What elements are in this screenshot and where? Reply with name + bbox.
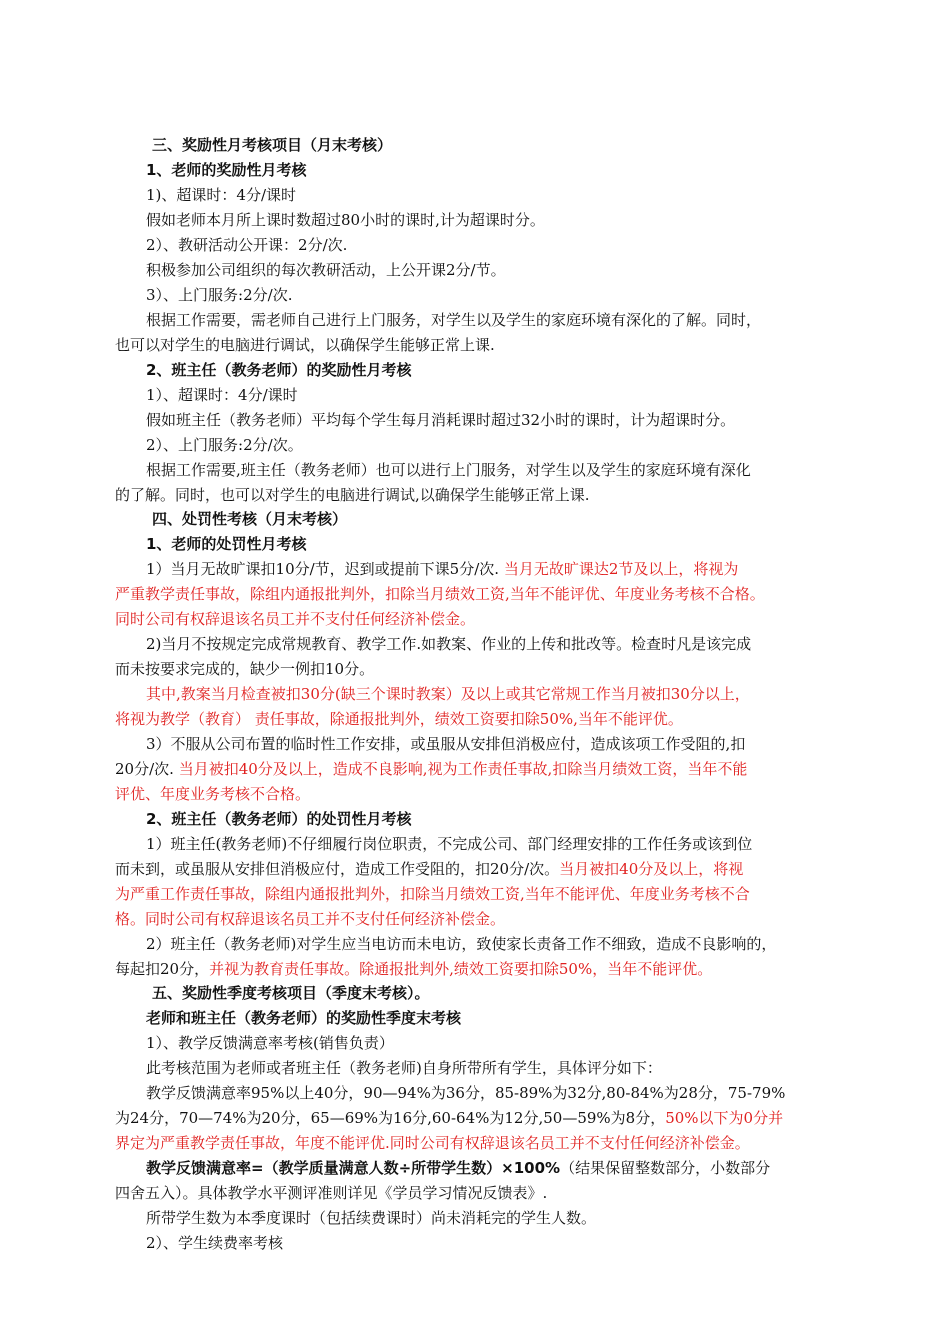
text-line [146, 1207, 596, 1229]
body-text: 假如班主任（教务老师）平均每个学生每月消耗课时超过32小时的课时，计为超课时分。 [146, 411, 736, 429]
body-text: 1）、超课时：4分/课时 [146, 386, 298, 404]
text-line [146, 209, 545, 231]
body-text: 2）、教研活动公开课：2分/次. [146, 236, 348, 254]
body-text: 2）、学生续费率考核 [146, 1234, 284, 1252]
text-line [146, 1082, 785, 1104]
highlight-text: 当月无故旷课达2节及以上，将视为 [503, 560, 739, 578]
text-line [146, 434, 303, 456]
body-text: 教学反馈满意率=（教学质量满意人数÷所带学生数）×100% [146, 1159, 561, 1177]
body-text: 1）当月无故旷课扣10分/节，迟到或提前下课5分/次. [146, 560, 504, 578]
body-text: 所带学生数为本季度课时（包括续费课时）尚未消耗完的学生人数。 [146, 1209, 597, 1227]
text-line [146, 1232, 283, 1254]
text-line [115, 583, 765, 605]
body-text: 三、奖励性月考核项目（月末考核） [152, 136, 393, 154]
text-line [115, 958, 712, 980]
text-line [115, 908, 505, 930]
body-text: 四、处罚性考核（月末考核） [152, 510, 348, 528]
body-text: 此考核范围为老师或者班主任（教务老师)自身所带所有学生，具体评分如下： [146, 1059, 662, 1077]
body-text: 1)、超课时：4分/课时 [146, 186, 296, 204]
highlight-text: 同时公司有权辞退该名员工并不支付任何经济补偿金。 [115, 610, 476, 628]
body-text: 3）不服从公司布置的临时性工作安排，或虽服从安排但消极应付，造成该项工作受阻的,扣 [146, 735, 746, 753]
body-text: 1、老师的奖励性月考核 [146, 161, 307, 179]
body-text: 假如老师本月所上课时数超过80小时的课时,计为超课时分。 [146, 211, 545, 229]
body-text: 五、奖励性季度考核项目（季度末考核）。 [152, 984, 430, 1002]
highlight-text: 当月被扣40分及以上，将视 [559, 860, 744, 878]
section-heading [146, 159, 306, 181]
text-line [115, 758, 747, 780]
text-line [146, 309, 761, 331]
text-line [146, 284, 292, 306]
section-heading [146, 533, 306, 555]
body-text: 老师和班主任（教务老师）的奖励性季度末考核 [146, 1009, 462, 1027]
body-text: 每起扣20分， [115, 960, 210, 978]
body-text: 2）、上门服务:2分/次。 [146, 436, 303, 454]
highlight-text: 将视为教学（教育） 责任事故，除通报批判外，绩效工资要扣除50%,当年不能评优。 [115, 710, 683, 728]
body-text: 而未按要求完成的，缺少一例扣10分。 [115, 660, 375, 678]
highlight-text: 界定为严重教学责任事故，年度不能评优.同时公司有权辞退该名员工并不支付任何经济补偿金。 [115, 1134, 750, 1152]
body-text: 2)当月不按规定完成常规教育、教学工作.如教案、作业的上传和批改等。检查时凡是该完成 [146, 635, 752, 653]
body-text: 1）、教学反馈满意率考核(销售负责） [146, 1034, 394, 1052]
highlight-text: 并视为教育责任事故。除通报批判外,绩效工资要扣除50%，当年不能评优。 [209, 960, 713, 978]
body-text: 也可以对学生的电脑进行调试，以确保学生能够正常上课. [115, 336, 495, 354]
highlight-text: 为严重工作责任事故，除组内通报批判外，扣除当月绩效工资,当年不能评优、年度业务考核不合 [115, 885, 750, 903]
highlight-text: 格。同时公司有权辞退该名员工并不支付任何经济补偿金。 [115, 910, 506, 928]
text-line [146, 1032, 394, 1054]
text-line [115, 783, 310, 805]
section-heading [152, 982, 430, 1004]
text-line [146, 234, 347, 256]
text-line [115, 484, 590, 506]
section-heading [146, 359, 411, 381]
text-line [146, 409, 735, 431]
body-text: 四舍五入）。具体教学水平测评准则详见《学员学习情况反馈表》. [115, 1184, 548, 1202]
body-text: 积极参加公司组织的每次教研活动，上公开课2分/节。 [146, 261, 506, 279]
body-text: 2、班主任（教务老师）的奖励性月考核 [146, 361, 412, 379]
text-line [115, 883, 750, 905]
body-text: 根据工作需要，需老师自己进行上门服务，对学生以及学生的家庭环境有深化的了解。同时， [146, 311, 762, 329]
text-line [146, 558, 738, 580]
highlight-text: 其中,教案当月检查被扣30分(缺三个课时教案）及以上或其它常规工作当月被扣30分以上， [146, 685, 750, 703]
text-line [146, 1157, 770, 1179]
text-line [115, 658, 374, 680]
highlight-text: 评优、年度业务考核不合格。 [115, 785, 311, 803]
body-text: 的了解。同时，也可以对学生的电脑进行调试,以确保学生能够正常上课. [115, 486, 590, 504]
text-line [146, 733, 745, 755]
highlight-text: 50%以下为0分并 [665, 1109, 784, 1127]
text-line [146, 459, 751, 481]
body-text: 2）班主任（教务老师)对学生应当电访而未电访，致使家长责备工作不细致，造成不良影响的， [146, 935, 777, 953]
highlight-text: 当月被扣40分及以上，造成不良影响,视为工作责任事故,扣除当月绩效工资，当年不能 [178, 760, 748, 778]
text-line [115, 1182, 547, 1204]
text-line [146, 633, 751, 655]
section-heading [152, 508, 347, 530]
text-line [115, 334, 495, 356]
text-line [146, 833, 752, 855]
text-line [146, 1057, 662, 1079]
section-heading [146, 1007, 461, 1029]
highlight-text: 严重教学责任事故，除组内通报批判外，扣除当月绩效工资,当年不能评优、年度业务考核不合格。 [115, 585, 765, 603]
text-line [115, 1107, 783, 1129]
text-line [115, 608, 475, 630]
body-text: 为24分，70—74%为20分，65—69%为16分,60-64%为12分,50—59%为8分， [115, 1109, 666, 1127]
text-line [115, 708, 683, 730]
text-line [146, 184, 296, 206]
body-text: 1、老师的处罚性月考核 [146, 535, 307, 553]
text-line [115, 1132, 750, 1154]
text-line [146, 259, 506, 281]
body-text: 3）、上门服务:2分/次. [146, 286, 293, 304]
section-heading [152, 134, 392, 156]
body-text: 而未到，或虽服从安排但消极应付，造成工作受阻的，扣20分/次。 [115, 860, 560, 878]
body-text: 1）班主任(教务老师)不仔细履行岗位职责，不完成公司、部门经理安排的工作任务或该到位 [146, 835, 753, 853]
text-line [146, 933, 776, 955]
text-line [146, 384, 298, 406]
text-line [115, 858, 743, 880]
text-line [146, 683, 750, 705]
body-text: 20分/次. [115, 760, 179, 778]
section-heading [146, 808, 411, 830]
body-text: （结果保留整数部分，小数部分 [560, 1159, 771, 1177]
body-text: 根据工作需要,班主任（教务老师）也可以进行上门服务，对学生以及学生的家庭环境有深化 [146, 461, 751, 479]
body-text: 2、班主任（教务老师）的处罚性月考核 [146, 810, 412, 828]
body-text: 教学反馈满意率95%以上40分，90—94%为36分，85-89%为32分,80-84%为28分，75-79% [146, 1084, 786, 1102]
